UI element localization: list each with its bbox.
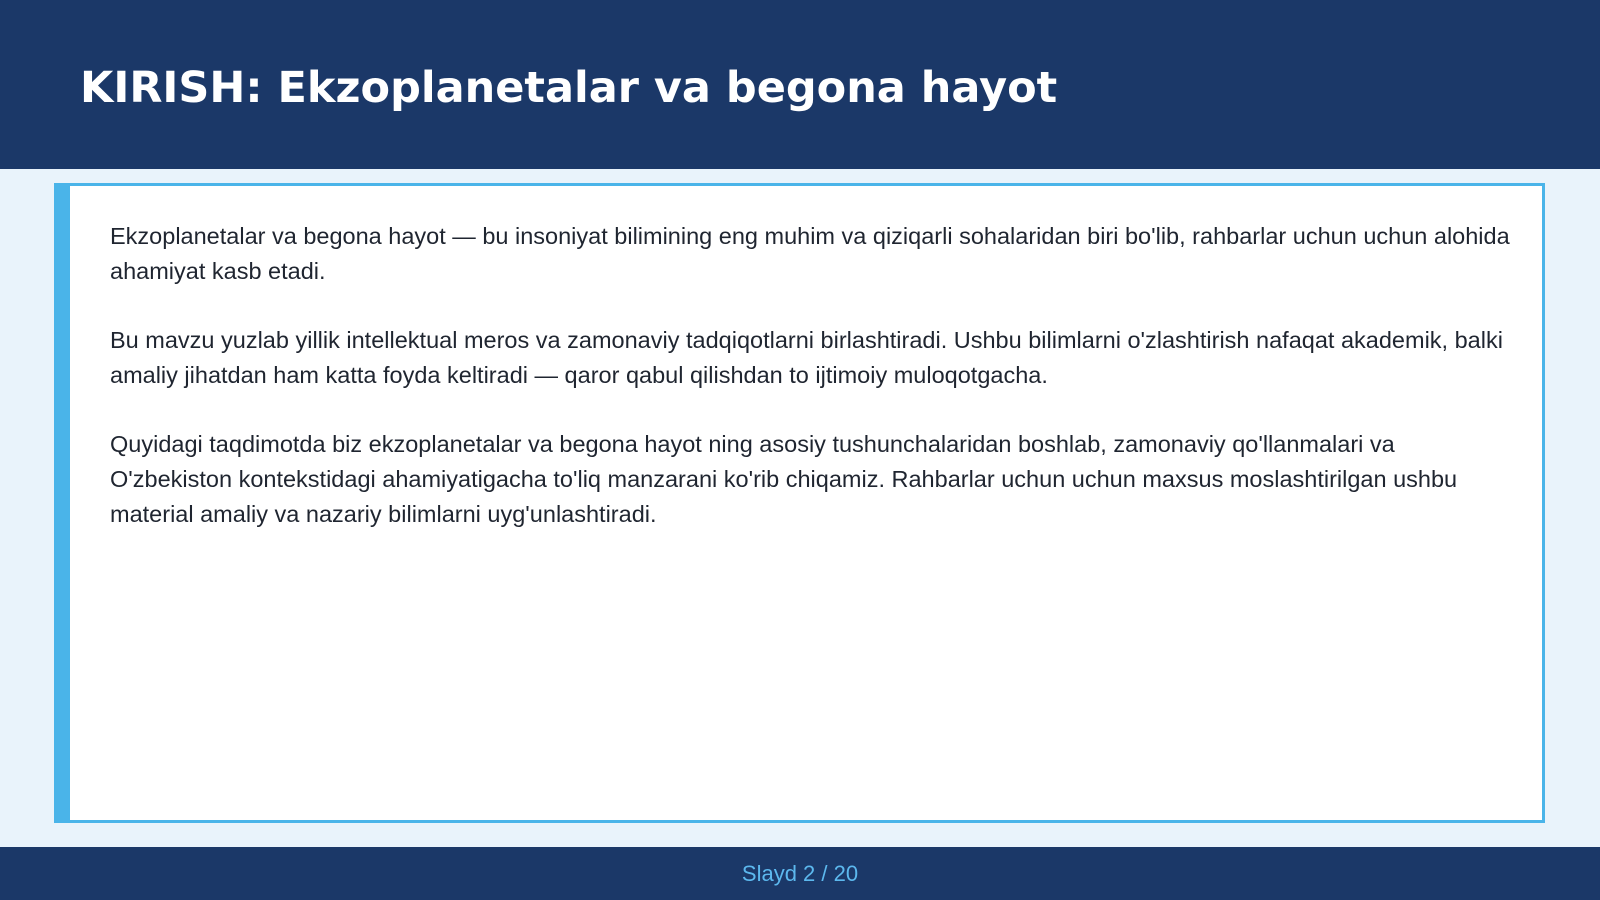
content-panel xyxy=(54,183,1545,823)
slide-header xyxy=(0,0,1600,169)
overview-paragraph: Quyidagi taqdimotda biz ekzoplanetalar va begona hayot ning asosiy tushunchalaridan boshlab, zamonaviy qo'llanmalari va O'zbekiston kontekstidagi ahamiyatigacha to'liq manzarani ko'rib chiqamiz. Rahbarlar uchun uchun maxsus moslashtirilgan ushbu material amaliy va nazariy bilimlarni uyg'unlashtiradi. xyxy=(110,431,1458,527)
intro-paragraph: Ekzoplanetalar va begona hayot — bu insoniyat bilimining eng muhim va qiziqarli sohalaridan biri bo'lib, rahbarlar uchun uchun alohida ahamiyat kasb etadi. xyxy=(110,223,1510,284)
slide-title: KIRISH: Ekzoplanetalar va begona hayot xyxy=(80,63,1058,113)
heritage-paragraph: Bu mavzu yuzlab yillik intellektual meros va zamonaviy tadqiqotlarni birlashtiradi. Ushbu bilimlarni o'zlashtirish nafaqat akademik, balki amaliy jihatdan ham katta foyda keltiradi — qaror qabul qilishdan to ijtimoiy muloqotgacha. xyxy=(110,327,1503,388)
slide-counter: Slayd 2 / 20 xyxy=(741,861,859,886)
slide-footer xyxy=(0,847,1600,900)
